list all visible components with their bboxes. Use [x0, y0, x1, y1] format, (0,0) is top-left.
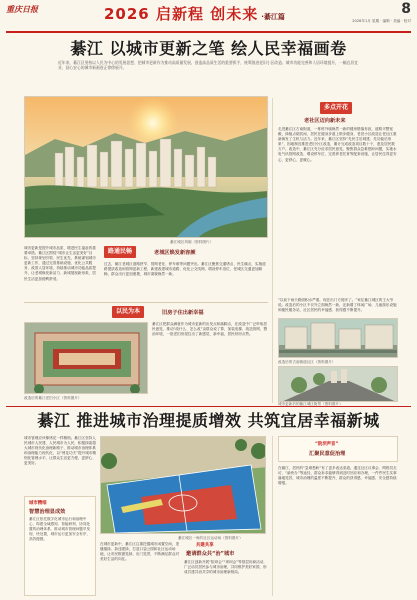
mid-column-text: 过去，綦江老城区道路狭窄、管网老化、停车难等问题突出。綦江区聚焦交通堵点、民生痛点，实施道路提质改造和管网更新工程，新建改建城市道路，优化公交线网，增设停车泊位，老城区交通更加顺畅，群众出行更加便捷，城市面貌焕然一新。 [104, 262, 266, 277]
side-text-b: “以前下雨天路面积水严重，现在出门方便多了。”家住綦江城区的王大爷说。改造后的小区不仅外立面焕然一新，还新增了休闲广场、儿童游乐设施和便民服务站，社区居民的幸福感、获得感不断提升。 [278, 298, 397, 313]
right-tag: “院坝声音” [315, 442, 339, 447]
right-column-text: 在綦江，居民的“急难愁盼”有了更多表达渠道。通过社区议事会、网格员走访、“渝快办”等途径，群众诉求能够得到及时回应和办理，一件件民生实事落地见效，城市治理的温度不断提升，群众的获得感、幸福感、安全感持续增强。 [278, 466, 397, 486]
section-label-mid: 路通民畅 [104, 246, 136, 258]
masthead [0, 0, 417, 34]
masthead-rule [6, 31, 411, 33]
right-subhead: 汇聚民意促治理 [309, 451, 346, 457]
date-line: 2026年1月 星期 · 编辑 · 美编 · 校对 [352, 19, 411, 23]
newspaper-logo: 重庆日报 [6, 4, 38, 14]
community-image [279, 319, 398, 358]
side-photo-street [278, 366, 398, 402]
people-subhead: 旧房子住出新幸福 [162, 310, 204, 316]
page-number: 8 [401, 1, 411, 17]
court-photo-caption: 綦江城区一角的社区运动场（资料图片） [178, 536, 243, 540]
mid-subhead: 老城区焕发新容颜 [154, 250, 196, 256]
people-block-text: 綦江区把群众满意作为城市更新的出发点和落脚点，在改造中广泛听取居民意见，推动“改什么、怎么改”由群众说了算，加装电梯、改造管网、整治环境，一批老旧房屋住出了新感觉、新幸福，居民纷纷点赞。 [152, 322, 268, 337]
col3-subhead: 邀请群众共“治”城市 [186, 551, 235, 557]
column-separator [272, 98, 273, 403]
left-column-text: 城市更新是提升城市品质、增进民生福祉的重要举措。綦江区围绕“城市让生活更美好”目标，坚持规划引领、民生优先，系统谋划城市更新工作，通过完善基础设施、优化公共服务、改善人居环境，持续推动城市功能品质提升，让老城焕发新活力、新城展现新形象，居民生活更加便利舒适。 [24, 246, 96, 281]
aerial-block-photo [24, 322, 148, 394]
right-feature-box [278, 436, 398, 462]
people-photo-caption: 改造后的綦江老旧小区（资料图片） [24, 396, 82, 400]
mid-divider [24, 302, 268, 303]
top-lead: 近年来，綦江区坚持以人民为中心的发展思想，把城市更新作为推动高质量发展、创造高品质生活的重要抓手，统筹推进老旧小区改造、城市功能完善和人居环境提升，一幅宜居宜业、舒心安心的城市新画卷正徐徐展开。 [58, 60, 358, 71]
box-text: 綦江区依托数字化城市运行和治理中心，构建全域感知、智能研判、协同处置的治理体系，推动城市管理问题早发现、快处置，城市运行更加安全有序、高效便捷。 [29, 517, 91, 542]
bottom-col3-text: 在城市更新中，綦江区注重挖掘城市闲置空间，见缝插绿、拆违建绿，打造口袋公园和社区运动场地，让市民推窗见绿、出门见景，不断满足群众对美好生活的向往。 [100, 542, 180, 562]
bottom-separator [272, 436, 273, 596]
slogan-text: 2026 启新程 创未来 [104, 5, 259, 23]
side-caption-1: 改造后的古南街道社区（资料图片） [278, 360, 336, 364]
page-slogan [104, 3, 285, 24]
col3-tag: 共建共享 [196, 543, 214, 548]
side-caption-2: 城市更新后的綦江城区街景（资料图片） [278, 402, 343, 406]
box-subhead: 智慧治理显成效 [29, 509, 66, 515]
box-tag: 城市精细 [29, 501, 47, 506]
street-image [279, 367, 398, 402]
section-label-side: 多点开花 [320, 102, 352, 114]
section-label-people: 以民为本 [112, 306, 144, 318]
side-photo-community [278, 318, 398, 358]
col3-text: 綦江区创新开展“院坝会”“坝坝会”等基层协商活动，广泛动员居民参与城市治理，共同维护美好家园，形成共建共治共享的城市治理新格局。 [184, 560, 267, 575]
sports-court-photo [100, 436, 266, 534]
main-city-photo [24, 96, 268, 238]
side-subhead: 老社区迈向新未来 [304, 118, 346, 124]
bottom-col1-text: 城市管理应该像绣花一样精细。綦江区坚持人民城市人民建、人民城市为人民，积极探索超大城市现代化治理新路子，推动城市治理体系和治理能力现代化，以“绣花功夫”提升城市精细化管理水平，让群众生活更方便、更舒心、更美好。 [24, 436, 96, 466]
main-photo-caption: 綦江城区风貌（资料图片） [170, 240, 214, 244]
city-skyline-image [25, 97, 268, 238]
sports-court-image [101, 437, 266, 534]
section-divider [6, 406, 411, 407]
bottom-headline: 綦江 推进城市治理提质增效 共筑宜居幸福新城 [37, 411, 380, 430]
district-label: ·綦江篇 [261, 13, 285, 21]
top-headline: 綦江 以城市更新之笔 绘人民幸福画卷 [70, 39, 347, 58]
aerial-neighborhood-image [25, 323, 148, 394]
side-text-a: 走进綦江区古南街道，一栋栋外墙焕然一新的楼房错落有致，道路平整宽敞，绿植点缀其间，居民在健身步道上散步健身，老旧小区改造让老社区重新焕发了生机与活力。近年来，綦江区坚持“先民生后城建、先功能后形象”，因地制宜推进老旧小区改造，累计完成改造项目数十个，惠及居民数万户。改造中，綦江区充分征求居民意见，聚焦群众急难愁盼问题，实施水电气讯管网改造、增设停车位、完善养老托育等配套设施，让居民住得更安心、更舒心、更暖心。 [278, 127, 397, 162]
bottom-feature-box [24, 496, 96, 596]
